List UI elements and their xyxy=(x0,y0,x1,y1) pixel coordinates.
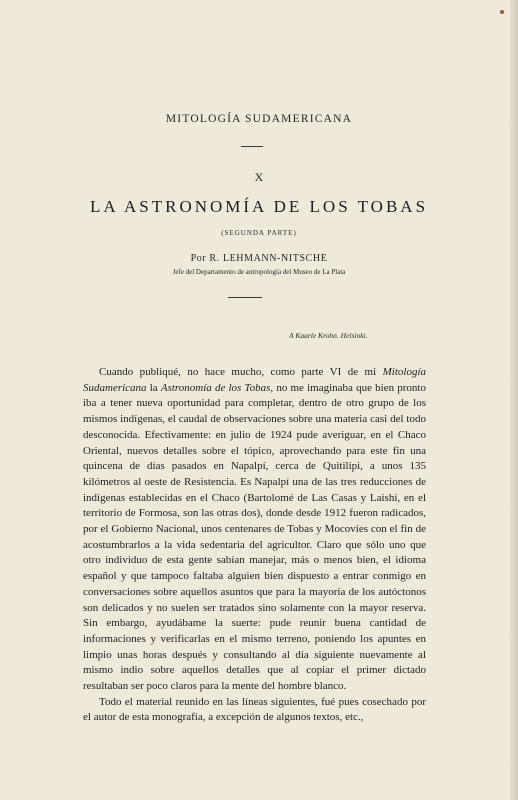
author-line: Por R. LEHMANN-NITSCHE xyxy=(190,253,328,264)
paragraph: Todo el material reunido en las líneas siguientes, fué pues cosechado por el autor de esta monografía, a excepción de algunos textos, etc., xyxy=(83,695,426,724)
text-run: Cuando publiqué, no hace mucho, como parte VI de mi xyxy=(99,366,383,378)
chapter-number: X xyxy=(254,170,264,184)
running-head: MITOLOGÍA SUDAMERICANA xyxy=(165,113,353,125)
separator-rule xyxy=(241,146,263,147)
dedication: A Kaarle Krohn. Helsinki. xyxy=(289,331,368,340)
body-text xyxy=(83,365,426,726)
article-title: LA ASTRONOMÍA DE LOS TOBAS xyxy=(89,197,429,216)
text-run: la xyxy=(146,381,161,394)
author-affiliation: Jefe del Departamento de antropología del Museo de La Plata xyxy=(172,268,346,276)
paragraph xyxy=(83,365,426,695)
article-subtitle: (SEGUNDA PARTE) xyxy=(221,229,297,237)
italic-run: Astronomía de los Tobas xyxy=(160,381,271,394)
separator-rule xyxy=(228,297,262,298)
italic-run: Mitología Sudamericana xyxy=(83,366,426,394)
text-run: , no me imaginaba que bien pronto iba a tener nueva oportunidad para completar, dentro de otro grupo de los mismos indígenas, el caudal de observaciones sobre una materia casi del todo desconocida. Efectivamente: en julio de 1924 pude averiguar, en el Chaco Oriental, nuevos detalles sobre el tópico, aprovechando para este fin una quincena de días pasados en Napalpí, cerca de Quitilipi, a unos 135 kilómetros al oeste de Resistencia. Es Napalpí una de las tres reducciones de indígenas establecidas en el Chaco (Bartolomé de Las Casas y Laishí, en el territorio de Formosa, son las otras dos), donde desde 1912 fueron radicados, por el Gobierno Nacional, unos centenares de Tobas y Mocovíes con el fin de acostumbrarlos a la vida sedentaria del agricultor. Claro que sólo uno que otro individuo de esta gente sabían manejar, más o menos bien, el idioma español y que tampoco faltaba alguien bien dispuesto a entrar conmigo en conversaciones sobre aquellos asuntos que para la mayoría de los autóctonos son delicados y no suelen ser tratados sino solamente con la mayor reserva. Sin embargo, ayudábame la suerte: pude reunir buena cantidad de informaciones y verificarlas en el mismo terreno, poniendo los apuntes en limpio unas horas después y consultando al día siguiente nuevamente al mismo indio sobre aquellos detalles que al copiar el primer dictado resultaban ser poco claros para la mente del hombre blanco. xyxy=(83,381,426,693)
ink-mark xyxy=(500,10,504,14)
